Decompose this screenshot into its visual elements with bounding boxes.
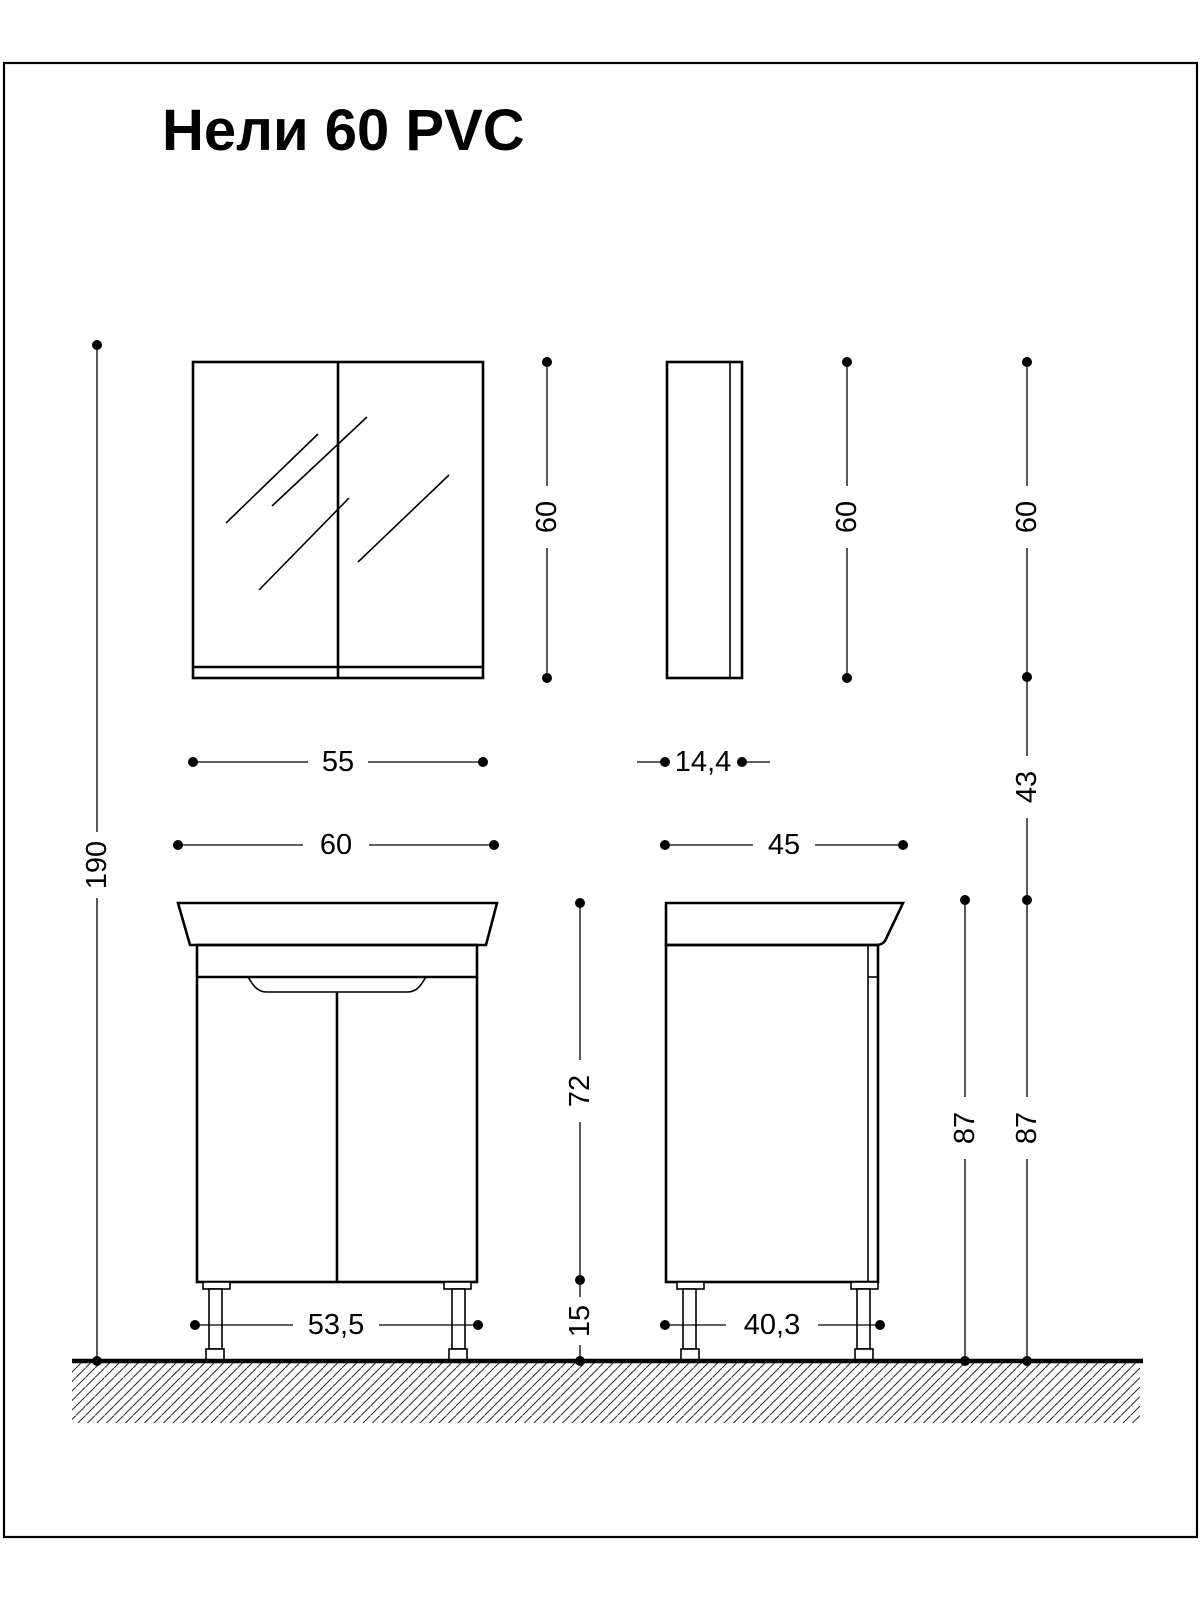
dim-endpoint-dot xyxy=(92,340,102,350)
vanity-cabinet-front-view xyxy=(178,903,497,1361)
dim-label-mirror-side-height: 60 xyxy=(831,500,863,534)
dim-endpoint-dot xyxy=(489,840,499,850)
dim-endpoint-dot xyxy=(737,757,747,767)
dim-label-mirror-front-height: 60 xyxy=(531,500,563,534)
leg-bracket xyxy=(203,1282,230,1289)
basin-side-outline xyxy=(666,903,903,945)
dim-endpoint-dot xyxy=(92,1356,102,1366)
leg-bracket xyxy=(677,1282,704,1289)
dim-endpoint-dot xyxy=(1022,672,1032,682)
dim-endpoint-dot xyxy=(842,357,852,367)
vanity-side-right-leg xyxy=(851,1282,878,1361)
vanity-front-left-leg xyxy=(203,1282,230,1361)
leg-bracket xyxy=(851,1282,878,1289)
mirror-reflection-line xyxy=(358,475,449,562)
vanity-side-left-leg xyxy=(677,1282,704,1361)
dim-endpoint-dot xyxy=(478,757,488,767)
mirror-reflection-line xyxy=(226,434,318,523)
dim-endpoint-dot xyxy=(660,757,670,767)
ground xyxy=(72,1361,1143,1423)
dim-label-legs-span-front: 53,5 xyxy=(307,1309,365,1341)
dim-legs-span-front xyxy=(190,1309,483,1341)
dim-mirror-width xyxy=(188,746,488,778)
vanity-cabinet-side-view xyxy=(666,903,903,1361)
dim-label-total-height: 190 xyxy=(81,840,113,890)
mirror-reflection-line xyxy=(272,417,367,506)
dim-label-floor-to-top-right: 87 xyxy=(1011,1111,1043,1145)
dim-label-legs-height: 15 xyxy=(564,1304,596,1338)
dim-endpoint-dot xyxy=(875,1320,885,1330)
dim-label-floor-to-top-side: 87 xyxy=(949,1111,981,1145)
dim-label-mirror-depth: 14,4 xyxy=(674,746,732,778)
dim-endpoint-dot xyxy=(575,898,585,908)
dim-endpoint-dot xyxy=(898,840,908,850)
dim-endpoint-dot xyxy=(542,673,552,683)
dim-mirror-side-height xyxy=(831,357,863,683)
dim-mirror-front-height xyxy=(531,357,563,683)
dim-endpoint-dot xyxy=(660,840,670,850)
leg-shaft xyxy=(209,1289,222,1349)
leg-shaft xyxy=(452,1289,465,1349)
dim-endpoint-dot xyxy=(173,840,183,850)
dim-endpoint-dot xyxy=(473,1320,483,1330)
dim-endpoint-dot xyxy=(1022,895,1032,905)
dim-label-mirror-width: 55 xyxy=(321,746,355,778)
dim-label-gap: 43 xyxy=(1011,770,1043,804)
dim-endpoint-dot xyxy=(542,357,552,367)
dim-endpoint-dot xyxy=(575,1275,585,1285)
dim-mirror-depth xyxy=(637,746,770,778)
dim-label-vanity-depth: 45 xyxy=(767,829,801,861)
dim-vanity-depth xyxy=(660,829,908,861)
mirror-reflection-line xyxy=(259,498,349,590)
basin-front-outline xyxy=(178,903,497,945)
dim-endpoint-dot xyxy=(188,757,198,767)
dim-label-vanity-width: 60 xyxy=(319,829,353,861)
dim-endpoint-dot xyxy=(660,1320,670,1330)
dim-label-legs-span-side: 40,3 xyxy=(743,1309,801,1341)
vanity-door-recess xyxy=(248,977,426,992)
dim-right-chain xyxy=(1011,357,1043,1366)
leg-shaft xyxy=(683,1289,696,1349)
mirror-cabinet-front-view xyxy=(193,362,483,678)
dim-floor-to-vanity-top-side xyxy=(949,895,981,1366)
dim-endpoint-dot xyxy=(190,1320,200,1330)
mirror-cabinet-side-view xyxy=(667,362,742,678)
leg-bracket xyxy=(444,1282,471,1289)
dim-vanity-width xyxy=(173,829,499,861)
dim-label-right-mirror-height: 60 xyxy=(1011,500,1043,534)
dim-endpoint-dot xyxy=(1022,357,1032,367)
dim-endpoint-dot xyxy=(1022,1356,1032,1366)
dim-endpoint-dot xyxy=(960,895,970,905)
dim-total-height xyxy=(81,340,113,1366)
dim-vanity-body-and-legs xyxy=(564,898,596,1366)
ground-hatch xyxy=(72,1363,1140,1423)
vanity-front-right-leg xyxy=(444,1282,471,1361)
leg-shaft xyxy=(857,1289,870,1349)
dim-endpoint-dot xyxy=(960,1356,970,1366)
drawing-title: Нели 60 PVC xyxy=(162,98,525,163)
dim-label-vanity-body-height: 72 xyxy=(564,1074,596,1108)
dim-endpoint-dot xyxy=(575,1356,585,1366)
vanity-side-body xyxy=(666,945,878,1282)
dim-endpoint-dot xyxy=(842,673,852,683)
